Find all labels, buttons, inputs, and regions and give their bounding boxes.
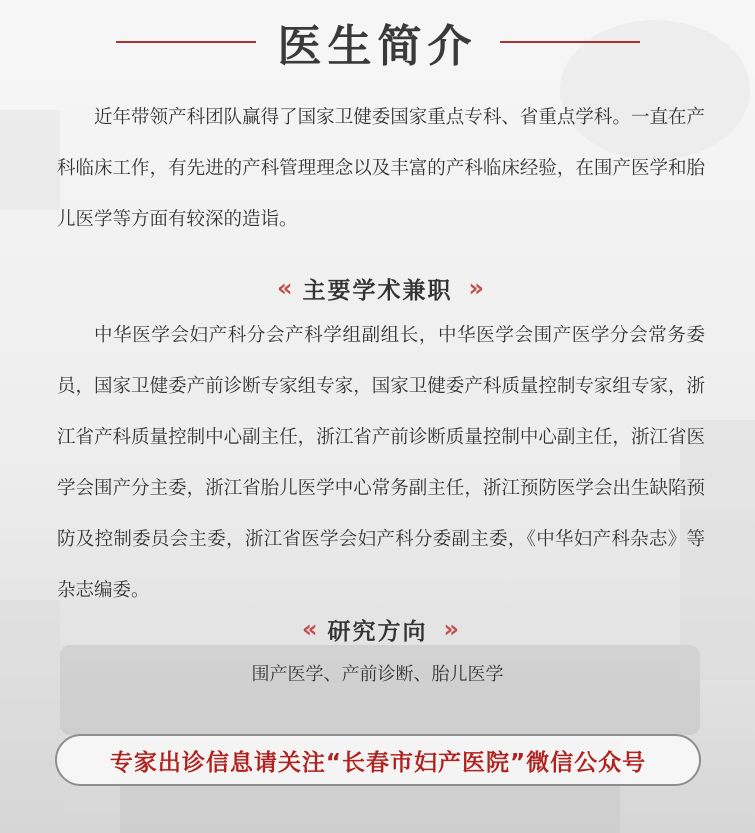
double-chevron-left-icon: « (276, 274, 287, 302)
section-heading-research (0, 609, 755, 649)
intro-paragraph: 近年带领产科团队赢得了国家卫健委国家重点专科、省重点学科。一直在产科临床工作，有先进的产科管理理念以及丰富的产科临床经验，在围产医学和胎儿医学等方面有较深的造诣。 (57, 107, 705, 230)
title-divider-right (500, 41, 640, 43)
section-heading-academic-posts (0, 268, 755, 308)
page-title-row (0, 12, 755, 72)
page-title: 医生简介 (277, 21, 478, 72)
double-chevron-right-icon: » (468, 274, 479, 302)
wechat-notice-text: 专家出诊信息请关注“长春市妇产医院”微信公众号 (109, 749, 647, 776)
title-divider-left (116, 41, 256, 43)
research-direction-text: 围产医学、产前诊断、胎儿医学 (251, 664, 504, 685)
double-chevron-left-icon: « (301, 615, 312, 643)
section-heading-text: 研究方向 (327, 618, 428, 645)
double-chevron-right-icon: » (443, 615, 454, 643)
section-heading-text: 主要学术兼职 (302, 277, 453, 304)
wechat-notice-banner (55, 734, 701, 786)
academic-posts-paragraph: 中华医学会妇产科分会产科学组副组长，中华医学会围产医学分会常务委员，国家卫健委产前诊断专家组专家，国家卫健委产科质量控制专家组专家，浙江省产科质量控制中心副主任，浙江省产前诊断质量控制中心副主任，浙江省医学会围产分主委，浙江省胎儿医学中心常务副主任，浙江预防医学会出生缺陷预防及控制委员会主委，浙江省医学会妇产科分委副主委，《中华妇产科杂志》等杂志编委。 (57, 325, 705, 601)
